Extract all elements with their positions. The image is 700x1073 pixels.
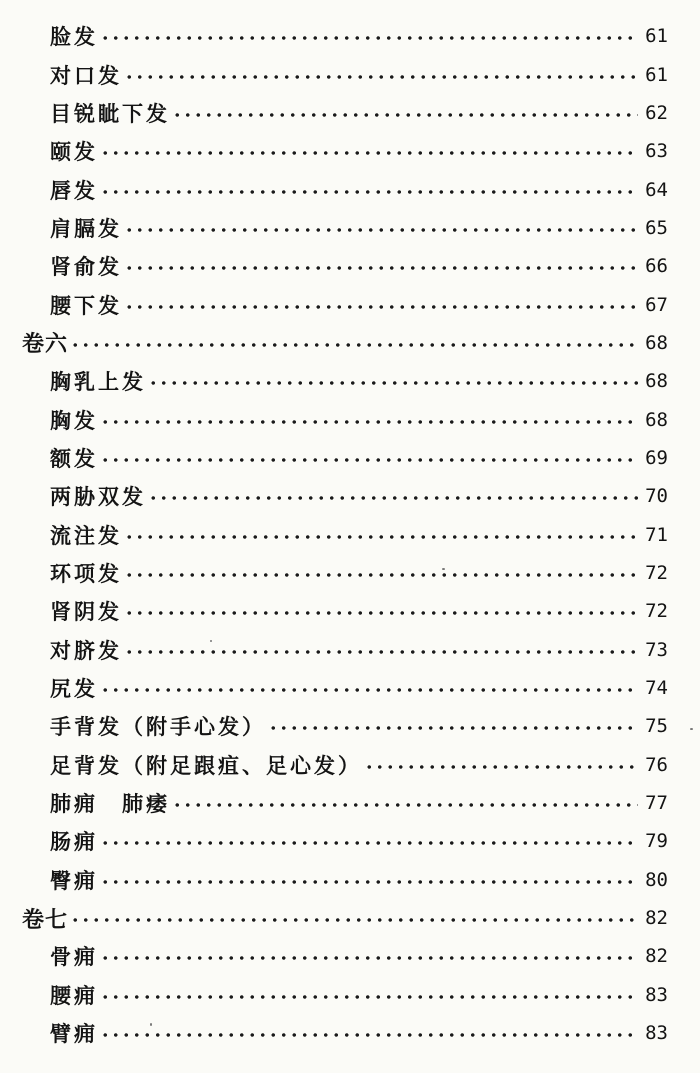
dot-leader [100, 686, 638, 694]
dot-leader [70, 341, 638, 349]
dot-leader [124, 73, 638, 81]
toc-entry-row [0, 784, 700, 822]
dot-leader [124, 303, 638, 311]
page-number: 68 [645, 408, 668, 431]
page-number: 69 [645, 446, 668, 469]
entry-title: 足背发（附足跟疽、足心发） [50, 752, 362, 778]
page-number: 79 [645, 830, 668, 853]
toc-entry-row [0, 17, 700, 55]
dot-leader [100, 188, 638, 196]
entry-title: 两胁双发 [50, 484, 146, 510]
page-number: 61 [645, 25, 668, 48]
toc-entry-row [0, 746, 700, 784]
page-number: 72 [645, 600, 668, 623]
entry-title: 骨痈 [50, 944, 98, 970]
dot-leader [124, 226, 638, 234]
toc-entry-row [0, 170, 700, 208]
entry-title: 流注发 [50, 522, 122, 548]
entry-title: 唇发 [50, 177, 98, 203]
print-speck [210, 640, 212, 642]
entry-title: 肠痈 [50, 829, 98, 855]
dot-leader [100, 149, 638, 157]
entry-title: 腰下发 [50, 292, 122, 318]
entry-title: 肩膈发 [50, 215, 122, 241]
table-of-contents [0, 17, 700, 1052]
toc-entry-row [0, 976, 700, 1014]
page-number: 62 [645, 101, 668, 124]
page-number: 67 [645, 293, 668, 316]
toc-entry-row [0, 400, 700, 438]
toc-entry-row [0, 631, 700, 669]
entry-title: 环项发 [50, 560, 122, 586]
page-number: 64 [645, 178, 668, 201]
dot-leader [100, 1031, 638, 1039]
toc-entry-row [0, 669, 700, 707]
toc-entry-row [0, 94, 700, 132]
entry-title: 对口发 [50, 62, 122, 88]
entry-title: 对脐发 [50, 637, 122, 663]
toc-entry-row [0, 822, 700, 860]
toc-entry-row [0, 1014, 700, 1052]
toc-entry-row [0, 209, 700, 247]
page-number: 75 [645, 715, 668, 738]
entry-title: 脸发 [50, 24, 98, 50]
dot-leader [124, 264, 638, 272]
dot-leader [148, 494, 638, 502]
toc-entry-row [0, 515, 700, 553]
toc-entry-row [0, 362, 700, 400]
entry-title: 尻发 [50, 676, 98, 702]
entry-title: 臂痈 [50, 1021, 98, 1047]
page-number: 74 [645, 677, 668, 700]
page-number: 80 [645, 868, 668, 891]
dot-leader [100, 839, 638, 847]
toc-entry-row [0, 937, 700, 975]
toc-entry-row [0, 55, 700, 93]
section-title: 卷六 [22, 331, 69, 358]
dot-leader [124, 648, 638, 656]
page-number: 68 [645, 370, 668, 393]
dot-leader [364, 763, 638, 771]
dot-leader [124, 533, 638, 541]
toc-entry-row [0, 861, 700, 899]
toc-entry-row [0, 439, 700, 477]
page-number: 66 [645, 255, 668, 278]
print-speck [690, 728, 693, 730]
print-speck [150, 1023, 152, 1026]
dot-leader [100, 993, 638, 1001]
page-number: 63 [645, 140, 668, 163]
toc-entry-row [0, 592, 700, 630]
dot-leader [70, 916, 638, 924]
page-number: 68 [645, 331, 668, 354]
page-number: 77 [645, 792, 668, 815]
dot-leader [100, 418, 638, 426]
page-number: 83 [645, 983, 668, 1006]
dot-leader [100, 954, 638, 962]
page-number: 73 [645, 638, 668, 661]
dot-leader [172, 801, 638, 809]
entry-title: 胸发 [50, 407, 98, 433]
toc-entry-row [0, 707, 700, 745]
toc-entry-row [0, 477, 700, 515]
dot-leader [100, 456, 638, 464]
entry-title: 臀痈 [50, 867, 98, 893]
page-number: 72 [645, 561, 668, 584]
dot-leader [172, 111, 638, 119]
toc-entry-row [0, 285, 700, 323]
entry-title: 腰痈 [50, 982, 98, 1008]
entry-title: 颐发 [50, 139, 98, 165]
entry-title: 额发 [50, 445, 98, 471]
print-speck [442, 568, 445, 570]
toc-section-row [0, 324, 700, 362]
entry-title: 肺痈 肺痿 [50, 791, 170, 817]
entry-title: 胸乳上发 [50, 369, 146, 395]
toc-entry-row [0, 554, 700, 592]
page-number: 71 [645, 523, 668, 546]
toc-entry-row [0, 247, 700, 285]
dot-leader [100, 878, 638, 886]
toc-entry-row [0, 132, 700, 170]
page-number: 82 [645, 907, 668, 930]
entry-title: 目锐眦下发 [50, 100, 170, 126]
dot-leader [124, 571, 638, 579]
dot-leader [100, 34, 638, 42]
dot-leader [268, 724, 638, 732]
page-number: 61 [645, 63, 668, 86]
entry-title: 手背发（附手心发） [50, 714, 266, 740]
page-number: 83 [645, 1022, 668, 1045]
entry-title: 肾阴发 [50, 599, 122, 625]
page-number: 76 [645, 753, 668, 776]
dot-leader [124, 609, 638, 617]
dot-leader [148, 379, 638, 387]
section-title: 卷七 [22, 906, 69, 933]
entry-title: 肾俞发 [50, 254, 122, 280]
page-number: 82 [645, 945, 668, 968]
page-number: 65 [645, 216, 668, 239]
page-number: 70 [645, 485, 668, 508]
toc-section-row [0, 899, 700, 937]
